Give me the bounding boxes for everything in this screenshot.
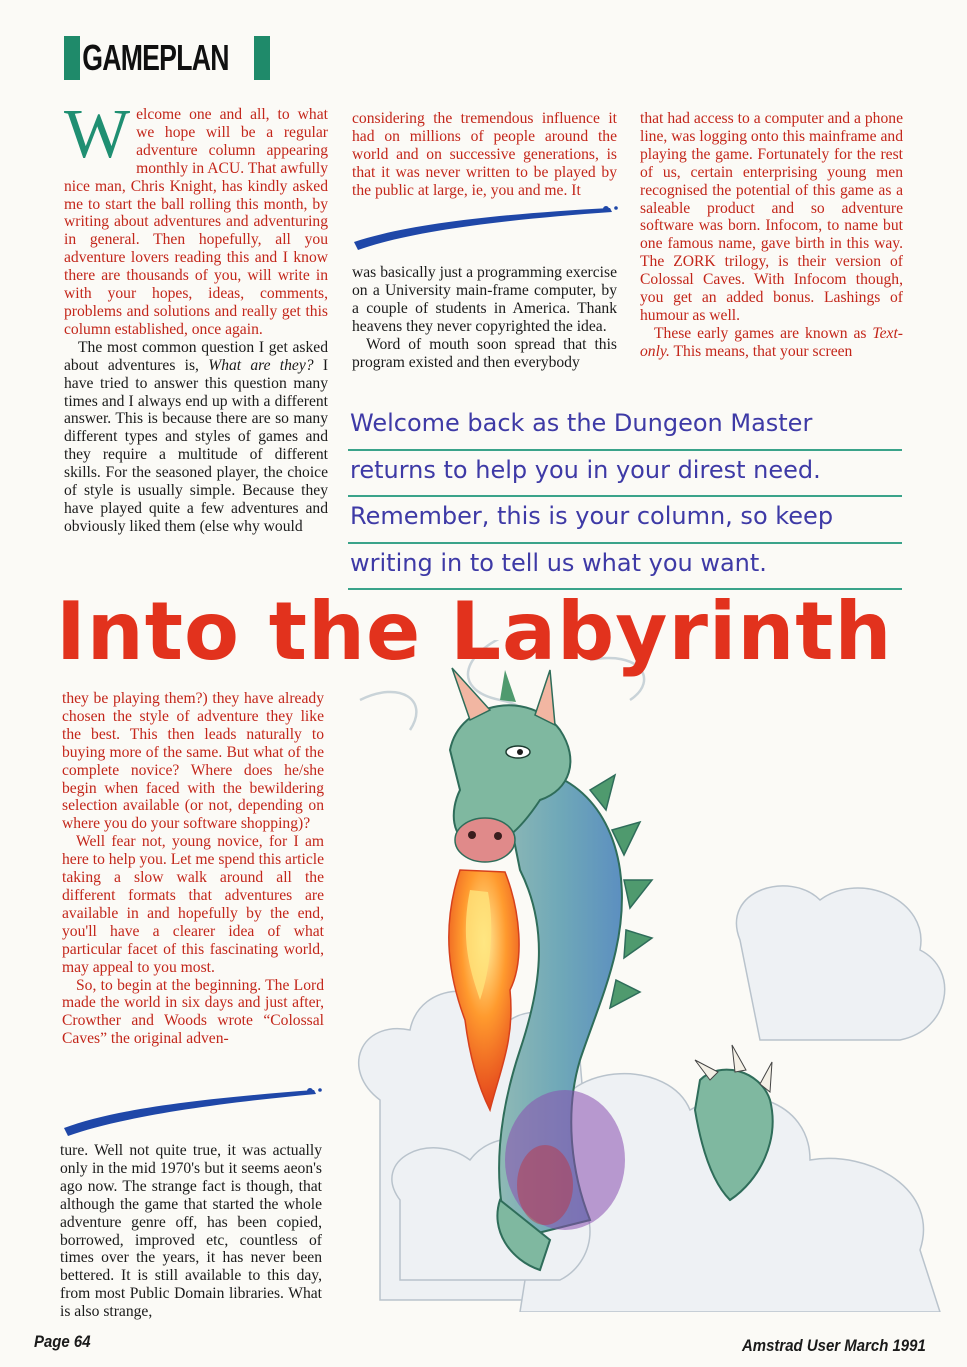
section-tag-label: GAMEPLAN (82, 37, 229, 78)
col1-p2-a: The most common question I get asked about adventures is, (64, 338, 328, 374)
col1-p1-text: elcome one and all, to what we hope will be a regular adventure column appearing monthly in ACU. That awfully nice man, Chris Knight, has kindly asked me to start the ball rolling this month, by writing about adventures and adventuring in general. Then hopefully, all you adventure lovers reading this and I know there are thousands of you, will write in with your hopes, ideas, comments, problems and solutions and really get this column established, once again. (64, 106, 328, 338)
column-1-middle (62, 690, 324, 1048)
column-1-bottom (60, 1142, 322, 1321)
col2-p3: Word of mouth soon spread that this program existed and then everybody (352, 335, 617, 371)
intro-line: Remember, this is your column, so keep (348, 497, 902, 544)
col3-p2 (640, 325, 903, 361)
col3-p2-a: These early games are known as (654, 324, 873, 342)
col3-p1: that had access to a computer and a phone line, was logging onto this mainframe and playing the game. Fortunately for the rest of us, certain enterprising young men recognised the potential of this game as a saleable product and so adventure software was born. Infocom, to name but one famous name, gave birth in this way. The ZORK trilogy, is their version of Colossal Caves. With Infocom though, you get an added bonus. Lashings of humour as well. (640, 110, 903, 324)
column-1-top (64, 96, 329, 536)
tag-bar-left (64, 36, 80, 80)
col1-p5: So, to begin at the beginning. The Lord made the world in six days and just after, Crowther and Woods wrote “Colossal Caves” the original adven- (62, 976, 324, 1048)
issue-date: Amstrad User March 1991 (742, 1336, 926, 1355)
brush-stroke-divider (348, 198, 620, 254)
column-2-bottom (352, 264, 617, 371)
col1-p1 (64, 96, 328, 339)
col2-p2: was basically just a programming exercise on a University main-frame computer, by a couple of students in America. Thank heavens they never copyrighted the idea. (352, 264, 617, 335)
col1-p2-em: What are they? (208, 356, 314, 374)
column-2-top (352, 110, 617, 200)
column-3-top (640, 110, 903, 361)
col3-p2-b: This means, that your screen (669, 342, 853, 360)
col1-p2 (64, 339, 328, 536)
section-tag (64, 36, 270, 80)
page-number: Page 64 (34, 1332, 91, 1351)
intro-standfirst (348, 404, 902, 590)
intro-line: returns to help you in your direst need. (348, 451, 902, 498)
tag-bar-right (254, 36, 270, 80)
dragon-illustration (340, 640, 967, 1312)
col2-p1: considering the tremendous influence it had on millions of people around the world and on successive generations, is that it was never written to be played by the public at large, ie, you and me. It (352, 110, 617, 199)
col1-p3: they be playing them?) they have already chosen the style of adventure they like the best. This then leads naturally to buying more of the same. But what of the complete novice? Where does he/she begin when faced with the bewildering selection available (or not, depending on where you do your software shopping)? (62, 690, 324, 833)
headline: Into the Labyrinth (56, 585, 893, 678)
col1-p6: ture. Well not quite true, it was actually only in the mid 1970's but it seems aeon's ago now. The strange fact is though, that although the game that started the whole adventure genre off, has been copied, borrowed, improved etc, countless of times over the years, it has never been bettered. It is still available to this day, from most Public Domain libraries. What is also strange, (60, 1142, 322, 1321)
col3-p2-em: Text-only. (640, 324, 903, 360)
col1-p2-b: I have tried to answer this question many times and I always end up with a different answer. This is because there are so many different types and styles of games and they require a multitude of different skills. For the seasoned player, the choice of style is usually simple. Because they have played quite a few adventures and obviously liked them (else why would (64, 356, 329, 535)
intro-line: Welcome back as the Dungeon Master (348, 404, 902, 451)
col1-p4: Well fear not, young novice, for I am here to help you. Let me spend this article taking a slow walk around all the different formats that adventures are available in and hopefully by the end, you'll have a clearer idea of what particular facet of this fascinating world, may appeal to you most. (62, 833, 324, 976)
drop-cap: W (64, 96, 131, 173)
intro-line: writing in to tell us what you want. (348, 544, 902, 591)
brush-stroke-divider (58, 1082, 326, 1138)
